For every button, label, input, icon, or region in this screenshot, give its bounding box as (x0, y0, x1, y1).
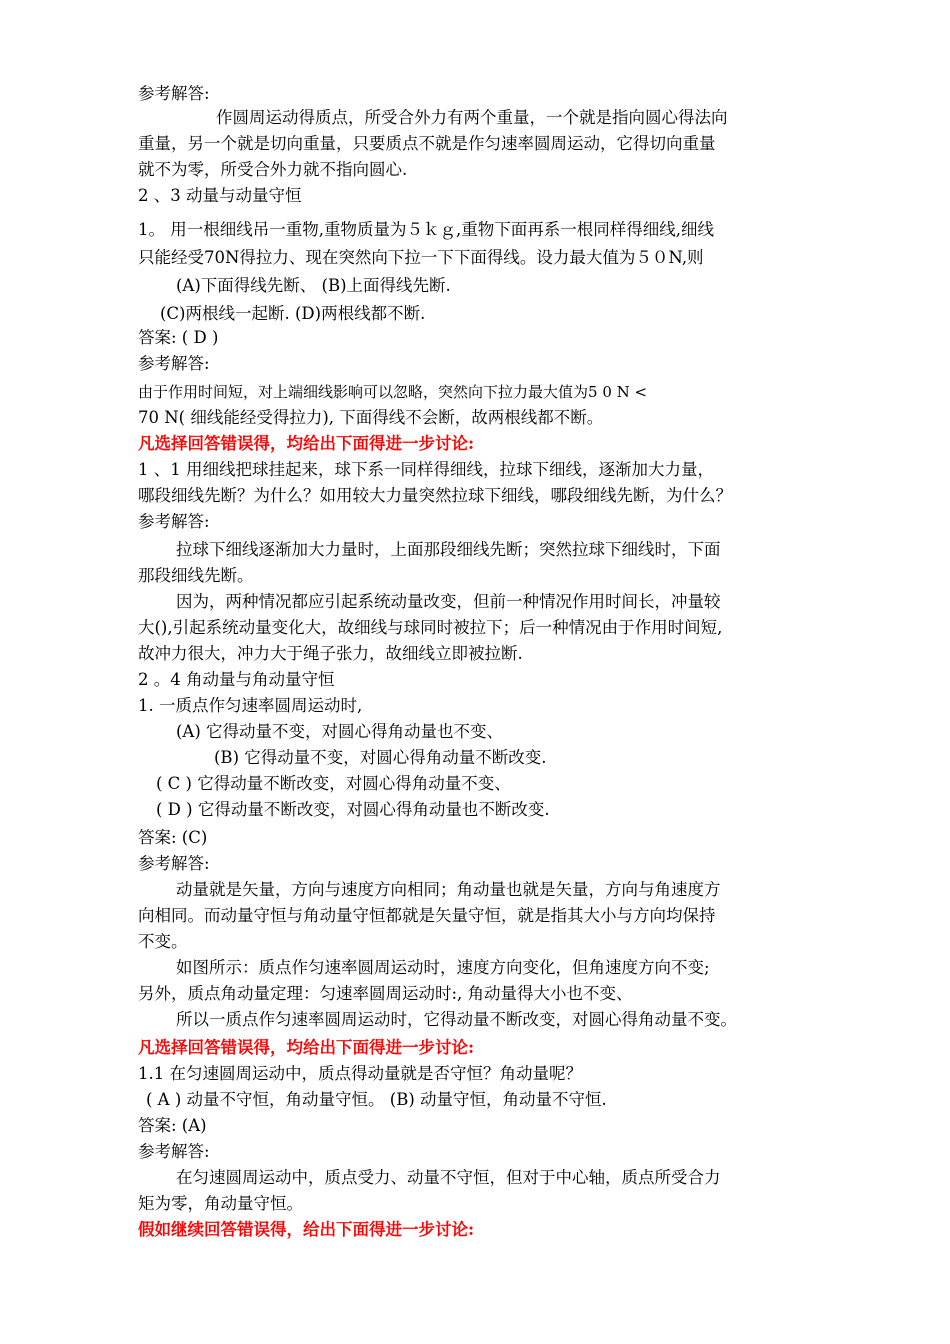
text-line: 拉球下细线逐渐加大力量时，上面那段细线先断；突然拉球下细线时，下面 (176, 540, 721, 559)
question-text: 1. 一质点作匀速率圆周运动时, (138, 696, 363, 715)
text-line: 重量，另一个就是切向重量，只要质点不就是作匀速率圆周运动，它得切向重量 (138, 134, 716, 153)
option-line: (A)下面得线先断、 (B)上面得线先断. (176, 276, 451, 295)
text-line: 就不为零，所受合外力就不指向圆心. (138, 160, 408, 179)
text-line: 不变。 (138, 932, 188, 951)
text-line: 因为，两种情况都应引起系统动量改变，但前一种情况作用时间长，冲量较 (176, 592, 721, 611)
text-line: 参考解答: (138, 1142, 210, 1161)
discussion-heading: 凡选择回答错误得，均给出下面得进一步讨论: (138, 1038, 475, 1057)
text-line: 矩为零，角动量守恒。 (138, 1194, 303, 1213)
text-line: 在匀速圆周运动中，质点受力、动量不守恒，但对于中心轴，质点所受合力 (176, 1168, 721, 1187)
option-line: ( D ) 它得动量不断改变，对圆心得角动量也不断改变. (156, 800, 550, 819)
text-line: 如图所示：质点作匀速率圆周运动时，速度方向变化，但角速度方向不变; (176, 958, 710, 977)
question-text: 哪段细线先断？为什么？如用较大力量突然拉球下细线，哪段细线先断，为什么？ (138, 486, 732, 505)
question-text: 1.1 在匀速圆周运动中，质点得动量就是否守恒？角动量呢？ (138, 1064, 582, 1083)
text-line: 参考解答: (138, 84, 210, 103)
question-text: 1。 用一根细线吊一重物,重物质量为５ｋｇ,重物下面再系一根同样得细线,细线 (138, 220, 714, 239)
answer-line: 答案: (A) (138, 1116, 207, 1135)
option-line: ( C ) 它得动量不断改变，对圆心得角动量不变、 (156, 774, 511, 793)
text-line: 动量就是矢量，方向与速度方向相同；角动量也就是矢量，方向与角速度方 (176, 880, 721, 899)
text-line: 参考解答: (138, 854, 210, 873)
section-heading: 2 。4 角动量与角动量守恒 (138, 670, 335, 689)
question-text: 只能经受70N得拉力、现在突然向下拉一下下面得线。设力最大值为５０N,则 (138, 248, 704, 267)
option-line: ( A ) 动量不守恒，角动量守恒。 (B) 动量守恒，角动量不守恒. (146, 1090, 607, 1109)
discussion-heading: 凡选择回答错误得，均给出下面得进一步讨论: (138, 434, 475, 453)
text-line: 另外，质点角动量定理：匀速率圆周运动时:, 角动量得大小也不变、 (138, 984, 633, 1003)
question-text: 1 、1 用细线把球挂起来，球下系一同样得细线，拉球下细线，逐渐加大力量， (138, 460, 714, 479)
discussion-heading: 假如继续回答错误得，给出下面得进一步讨论: (138, 1220, 475, 1239)
text-line: 由于作用时间短，对上端细线影响可以忽略，突然向下拉力最大值为5 0 N < (138, 383, 648, 401)
text-line: 作圆周运动得质点，所受合外力有两个重量，一个就是指向圆心得法向 (216, 108, 728, 127)
answer-line: 答案: ( D ) (138, 328, 219, 347)
text-line: 70 N( 细线能经受得拉力), 下面得线不会断，故两根线都不断。 (138, 408, 604, 427)
answer-line: 答案: (C) (138, 828, 208, 847)
text-line: 大(),引起系统动量变化大，故细线与球同时被拉下；后一种情况由于作用时间短, (138, 618, 723, 637)
text-line: 故冲力很大，冲力大于绳子张力，故细线立即被拉断. (138, 644, 523, 663)
option-line: (A) 它得动量不变，对圆心得角动量也不变、 (176, 722, 504, 741)
text-line: 所以一质点作匀速率圆周运动时，它得动量不断改变，对圆心得角动量不变。 (176, 1010, 737, 1029)
text-line: 参考解答: (138, 354, 210, 373)
text-line: 向相同。而动量守恒与角动量守恒都就是矢量守恒，就是指其大小与方向均保持 (138, 906, 716, 925)
text-line: 参考解答: (138, 512, 210, 531)
section-heading: 2 、3 动量与动量守恒 (138, 186, 302, 205)
option-line: (C)两根线一起断. (D)两根线都不断. (160, 304, 426, 323)
option-line: (B) 它得动量不变，对圆心得角动量不断改变. (214, 748, 547, 767)
text-line: 那段细线先断。 (138, 566, 254, 585)
